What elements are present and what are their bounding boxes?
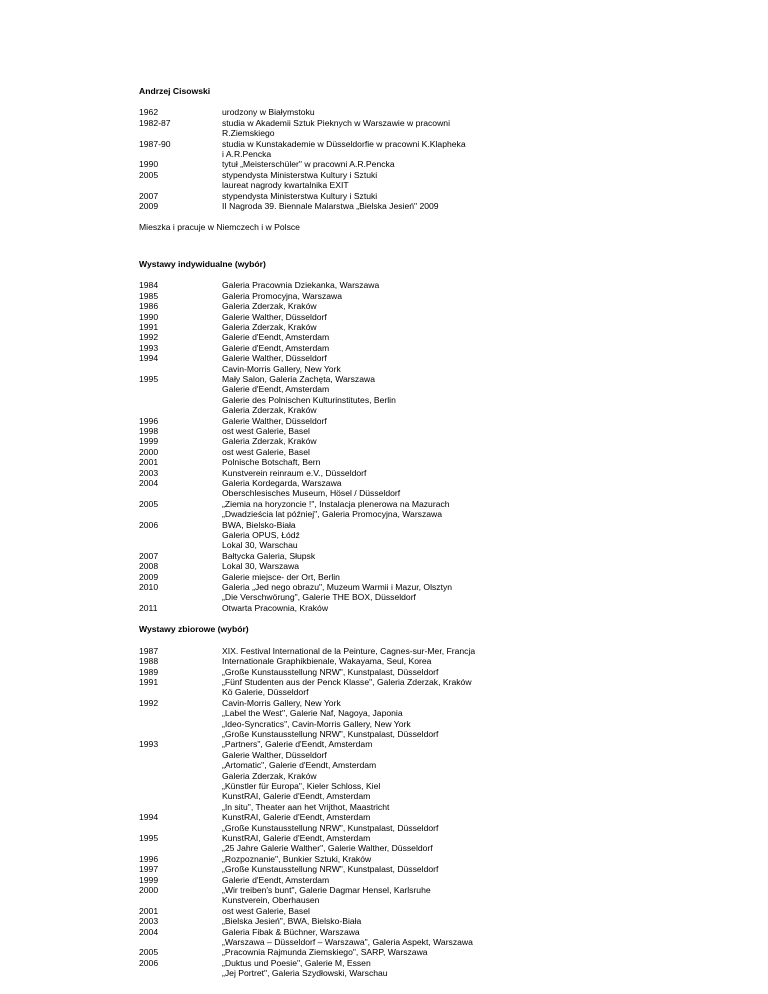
solo-entry-text: Polnische Botschaft, Bern: [222, 457, 321, 468]
bio-entry-year: 2007: [139, 190, 159, 201]
solo-entry: [139, 353, 659, 374]
group-entry: [139, 698, 659, 740]
solo-entry: [139, 301, 659, 311]
solo-entry-text: Galerie d'Eendt, Amsterdam: [222, 332, 330, 343]
group-entry: [139, 667, 659, 677]
solo-entry: [139, 572, 659, 582]
solo-entry: [139, 416, 659, 426]
bio-entry-year: 2009: [139, 201, 159, 212]
document-title: Andrzej Cisowski: [139, 86, 211, 96]
solo-entry-text: Kunstverein reinraum e.V., Düsseldorf: [222, 467, 367, 478]
solo-entry-text: Galeria Zderzak, Kraków: [222, 321, 317, 332]
solo-entry-year: 2007: [139, 550, 159, 561]
group-entry-text: Cavin-Morris Gallery, New York „Label the West", Galerie Naf, Nagoya, Japonia „Ideo-Syncratics", Cavin-Morris Gallery, New York „Große Kunstausstellung NRW", Kunstpalast, Düsseldorf: [222, 697, 439, 739]
group-entry-text: „Fünf Studenten aus der Penck Klasse", Galeria Zderzak, Kraków Kö Galerie, Düsseldorf: [222, 676, 472, 698]
bio-entry-year: 1987-90: [139, 138, 171, 149]
solo-entry: [139, 582, 659, 603]
group-entry-year: 1988: [139, 656, 159, 667]
bio-entry-year: 1982-87: [139, 117, 171, 128]
group-entry-year: 1989: [139, 666, 159, 677]
group-entry: [139, 739, 659, 812]
group-entry-year: 2001: [139, 905, 159, 916]
group-entry-year: 2003: [139, 916, 159, 927]
solo-entry-year: 2010: [139, 582, 159, 593]
solo-entry-text: Galerie Walther, Düsseldorf: [222, 311, 327, 322]
solo-entry: [139, 436, 659, 446]
solo-entry-year: 1991: [139, 321, 159, 332]
solo-exhibitions-list: [139, 280, 659, 613]
solo-entry-text: Otwarta Pracownia, Kraków: [222, 602, 329, 613]
group-entry-text: Galeria Fibak & Büchner, Warszawa „Warszawa – Düsseldorf – Warszawa", Galeria Aspekt, Warszawa: [222, 926, 473, 948]
bio-entry-text: II Nagroda 39. Biennale Malarstwa „Bielska Jesień" 2009: [222, 201, 439, 212]
biography-list: [139, 107, 659, 211]
solo-entry-text: Galeria „Jed nego obrazu", Muzeum Warmii i Mazur, Olsztyn „Die Verschwörung", Galerie THE BOX, Düsseldorf: [222, 582, 453, 603]
document-content: [139, 86, 659, 990]
solo-entry-text: Galeria Pracownia Dziekanka, Warszawa: [222, 280, 380, 291]
solo-entry-year: 2001: [139, 457, 159, 468]
group-entry-year: 1995: [139, 833, 159, 843]
group-entry-text: „Bielska Jesień", BWA, Bielsko-Biała: [222, 916, 362, 927]
solo-entry-text: Bałtycka Galeria, Słupsk: [222, 550, 316, 561]
solo-entry: [139, 291, 659, 301]
residence-note: Mieszka i pracuje w Niemczech i w Polsce: [139, 222, 300, 233]
solo-entry-year: 2011: [139, 602, 158, 613]
group-entry-year: 1999: [139, 874, 159, 885]
group-entry-year: 2005: [139, 947, 159, 958]
solo-entry-text: Galeria Promocyjna, Warszawa: [222, 290, 343, 301]
group-entry-text: KunstRAI, Galerie d'Eendt, Amsterdam „Große Kunstausstellung NRW", Kunstpalast, Düsseldorf: [222, 812, 439, 833]
bio-entry: [139, 170, 659, 191]
solo-entry: [139, 551, 659, 561]
group-exhibitions-heading: Wystawy zbiorowe (wybór): [139, 624, 249, 635]
group-entry: [139, 906, 659, 916]
group-entry: [139, 646, 659, 656]
solo-entry-year: 2000: [139, 446, 159, 457]
bio-entry-text: urodzony w Białymstoku: [222, 107, 315, 118]
solo-entry-text: Galerie Walther, Düsseldorf Cavin-Morris Gallery, New York: [222, 353, 341, 374]
solo-entry-year: 1990: [139, 311, 159, 322]
group-entry-text: „Partners", Galerie d'Eendt, Amsterdam Galerie Walther, Düsseldorf „Artomatic", Galerie d'Eendt, Amsterdam Galeria Zderzak, Kraków „Künstler für Europa", Kieler Schloss, Kiel KunstRAI, Galerie d'Eendt, Amsterdam „In situ", Theater aan het Vrijthot, Maastricht: [222, 739, 390, 812]
bio-entry-text: stypendysta Ministerstwa Kultury i Sztuki laureat nagrody kwartalnika EXIT: [222, 169, 378, 191]
solo-entry: [139, 343, 659, 353]
group-entry-text: Galerie d'Eendt, Amsterdam: [222, 874, 330, 885]
solo-exhibitions-heading: Wystawy indywidualne (wybór): [139, 258, 266, 269]
bio-entry: [139, 107, 659, 117]
bio-entry-year: 1990: [139, 159, 159, 170]
group-entry: [139, 833, 659, 854]
group-entry-text: „Rozpoznanie", Bunkier Sztuki, Kraków: [222, 853, 372, 864]
solo-entry-text: ost west Galerie, Basel: [222, 446, 310, 457]
solo-entry-year: 2005: [139, 498, 159, 509]
solo-entry: [139, 603, 659, 613]
group-entry-text: XIX. Festival International de la Peinture, Cagnes-sur-Mer, Francja: [222, 645, 476, 656]
solo-entry-text: Galerie miejsce- der Ort, Berlin: [222, 571, 340, 582]
solo-entry-text: „Ziemia na horyzoncie !", Instalacja plenerowa na Mazurach „Dwadzieścia lat później", Galeria Promocyjna, Warszawa: [222, 498, 450, 520]
solo-entry-year: 2003: [139, 467, 159, 478]
solo-entry-year: 2006: [139, 519, 159, 530]
group-entry: [139, 677, 659, 698]
group-entry: [139, 916, 659, 926]
solo-entry-year: 1986: [139, 301, 159, 312]
solo-entry-text: Galerie d'Eendt, Amsterdam: [222, 342, 330, 353]
bio-entry-text: studia w Akademii Sztuk Pieknych w Warszawie w pracowni R.Ziemskiego: [222, 117, 450, 139]
bio-entry-text: stypendysta Ministerstwa Kultury i Sztuki: [222, 190, 378, 201]
solo-entry: [139, 322, 659, 332]
solo-entry-year: 1995: [139, 373, 159, 384]
group-entry-year: 1996: [139, 853, 159, 864]
solo-entry: [139, 280, 659, 290]
bio-entry: [139, 201, 659, 211]
bio-entry-text: studia w Kunstakademie w Düsseldorfie w pracowni K.Klapheka i A.R.Pencka: [222, 138, 466, 160]
group-entry-year: 1993: [139, 739, 159, 750]
group-entry: [139, 812, 659, 833]
group-entry-text: „Große Kunstausstellung NRW", Kunstpalast, Düsseldorf: [222, 864, 439, 875]
group-entry: [139, 656, 659, 666]
solo-entry-text: Galeria Zderzak, Kraków: [222, 301, 317, 312]
solo-entry-year: 1996: [139, 415, 159, 426]
bio-entry: [139, 159, 659, 169]
solo-entry-text: ost west Galerie, Basel: [222, 425, 310, 436]
group-entry: [139, 958, 659, 979]
group-entry: [139, 885, 659, 906]
solo-entry-year: 1998: [139, 425, 159, 436]
solo-entry-text: Galerie Walther, Düsseldorf: [222, 415, 327, 426]
bio-entry: [139, 118, 659, 139]
group-entry-text: „Große Kunstausstellung NRW", Kunstpalast, Düsseldorf: [222, 666, 439, 677]
group-entry-text: „Duktus und Poesie", Galerie M, Essen „Jej Portret", Galeria Szydłowski, Warschau: [222, 957, 388, 979]
group-exhibitions-list: [139, 646, 659, 979]
bio-entry-text: tytuł „Meisterschüler" w pracowni A.R.Pencka: [222, 159, 395, 170]
bio-entry: [139, 191, 659, 201]
group-entry: [139, 875, 659, 885]
group-entry-year: 2004: [139, 926, 159, 937]
solo-entry-year: 2004: [139, 478, 159, 488]
bio-entry-year: 1962: [139, 107, 159, 118]
solo-entry: [139, 332, 659, 342]
solo-entry-text: Mały Salon, Galeria Zachęta, Warszawa Galerie d'Eendt, Amsterdam Galerie des Polnischen Kulturinstitutes, Berlin Galeria Zderzak, Kraków: [222, 373, 396, 416]
solo-entry-text: Galeria Kordegarda, Warszawa Oberschlesisches Museum, Hösel / Düsseldorf: [222, 478, 401, 499]
solo-entry-text: Lokal 30, Warszawa: [222, 561, 300, 572]
bio-entry-year: 2005: [139, 169, 159, 180]
solo-entry-text: BWA, Bielsko-Biała Galeria OPUS, Łódź Lokal 30, Warschau: [222, 519, 300, 551]
group-entry: [139, 947, 659, 957]
solo-entry-year: 1984: [139, 280, 159, 291]
solo-entry: [139, 447, 659, 457]
group-entry-year: 1991: [139, 676, 159, 687]
solo-entry: [139, 457, 659, 467]
solo-entry: [139, 520, 659, 551]
solo-entry: [139, 374, 659, 416]
group-entry-year: 2000: [139, 885, 159, 896]
group-entry-text: „Wir treiben's bunt", Galerie Dagmar Hensel, Karlsruhe Kunstverein, Oberhausen: [222, 885, 431, 906]
bio-entry: [139, 139, 659, 160]
group-entry: [139, 927, 659, 948]
solo-entry-year: 1993: [139, 342, 159, 353]
solo-entry: [139, 561, 659, 571]
group-entry-year: 2006: [139, 957, 159, 968]
group-entry-text: ost west Galerie, Basel: [222, 905, 310, 916]
group-entry-year: 1997: [139, 864, 159, 875]
group-entry: [139, 854, 659, 864]
solo-entry: [139, 468, 659, 478]
group-entry: [139, 864, 659, 874]
group-entry-year: 1992: [139, 697, 159, 708]
solo-entry-year: 1985: [139, 290, 159, 301]
solo-entry-year: 1994: [139, 353, 159, 364]
group-entry-text: KunstRAI, Galerie d'Eendt, Amsterdam „25 Jahre Galerie Walther", Galerie Walther, Düsseldorf: [222, 833, 433, 854]
group-entry-year: 1987: [139, 645, 159, 656]
group-entry-year: 1994: [139, 812, 159, 823]
solo-entry-year: 2009: [139, 571, 159, 582]
solo-entry: [139, 426, 659, 436]
solo-entry-year: 1992: [139, 332, 159, 343]
solo-entry-year: 1999: [139, 436, 159, 447]
group-entry-text: Internationale Graphikbienale, Wakayama, Seul, Korea: [222, 656, 432, 667]
solo-entry-year: 2008: [139, 561, 159, 572]
solo-entry-text: Galeria Zderzak, Kraków: [222, 436, 317, 447]
solo-entry: [139, 499, 659, 520]
solo-entry: [139, 478, 659, 499]
solo-entry: [139, 312, 659, 322]
group-entry-text: „Pracownia Rajmunda Ziemskiego", SARP, Warszawa: [222, 947, 428, 958]
